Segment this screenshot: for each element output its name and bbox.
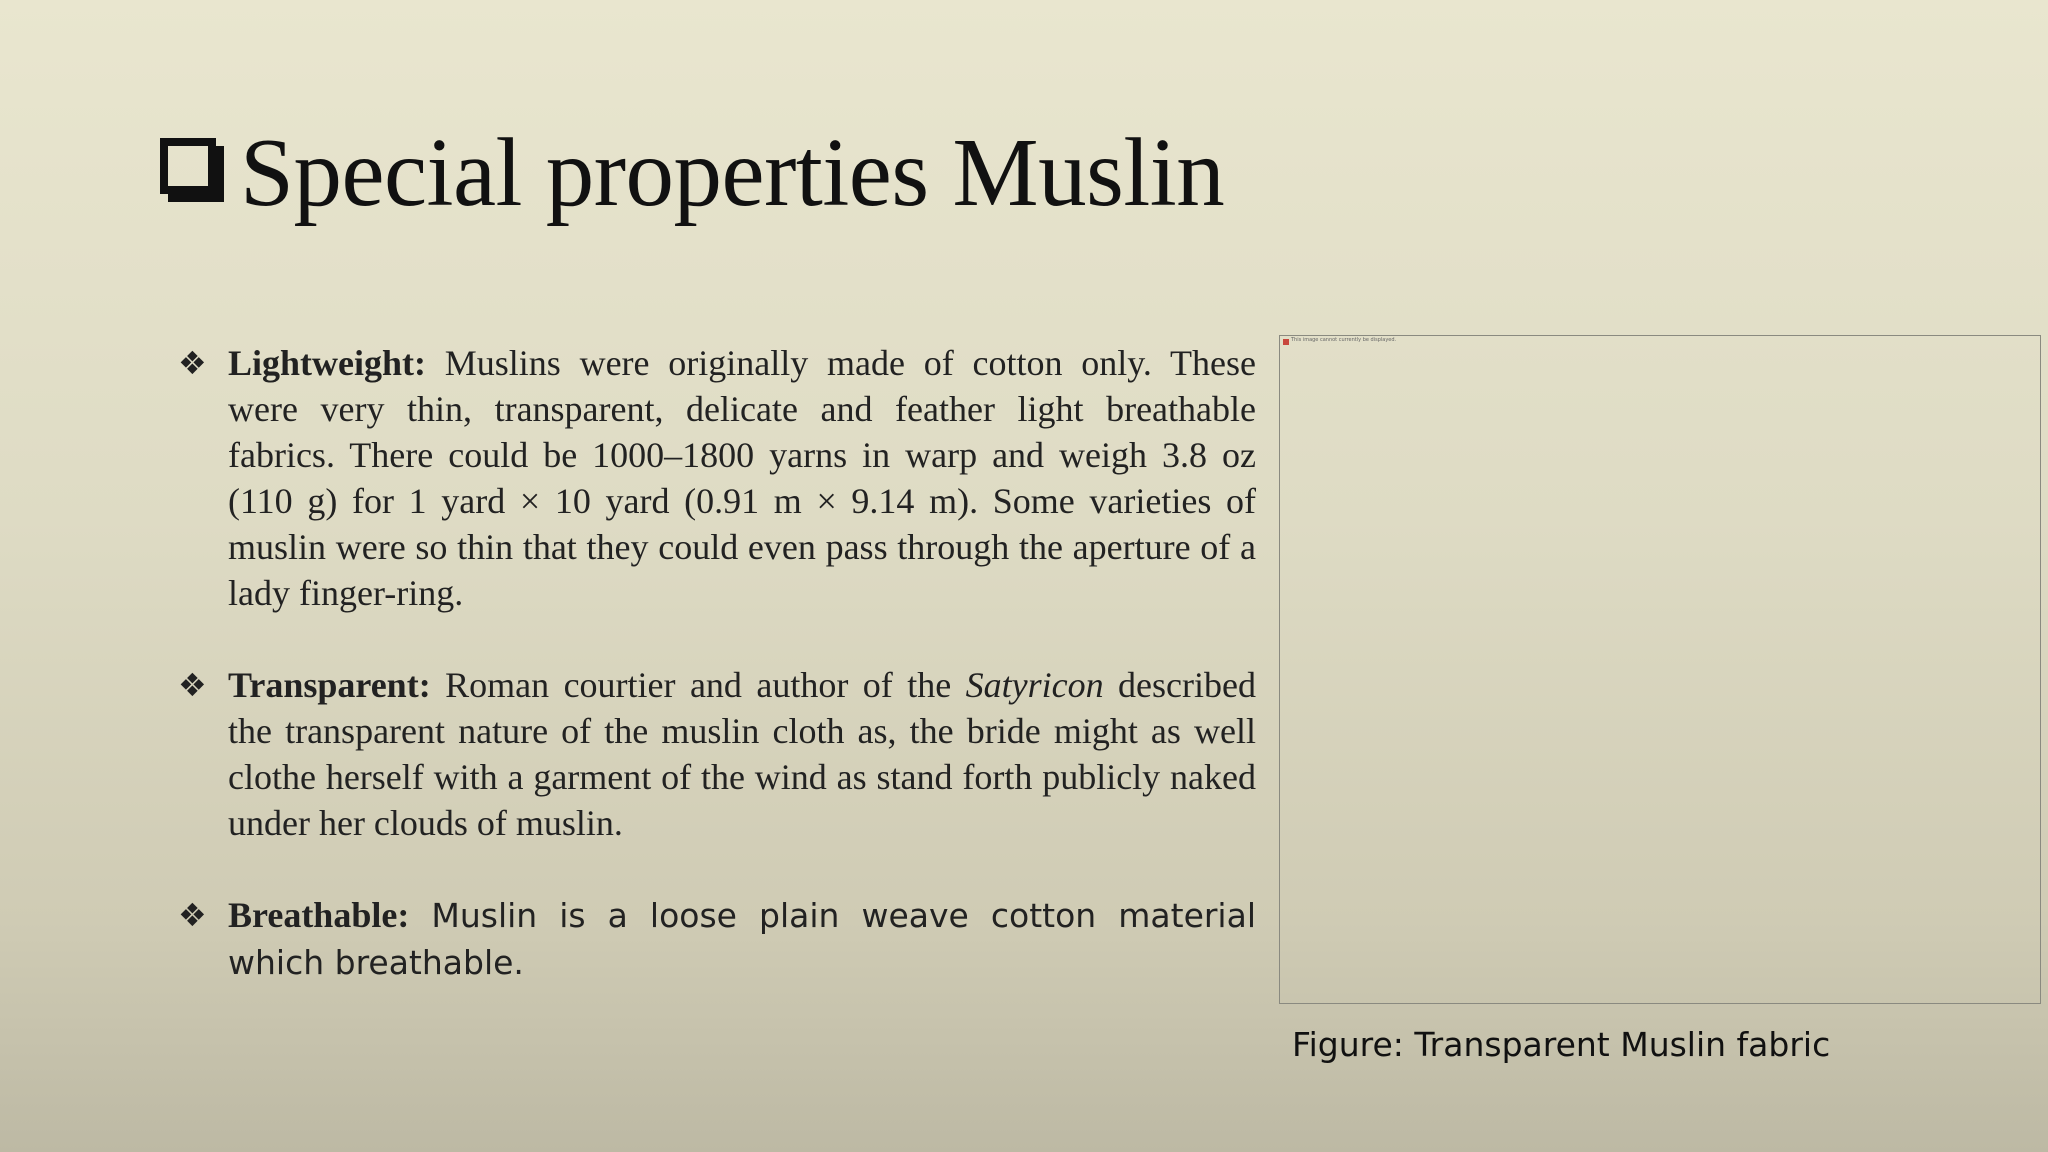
slide-title-text: Special properties Muslin [240, 118, 1225, 226]
figure-image-placeholder [1279, 335, 2041, 1004]
four-diamond-bullet-icon: ❖ [178, 666, 207, 704]
figure-caption: Figure: Transparent Muslin fabric [1292, 1025, 1831, 1064]
bullet-lightweight [178, 340, 1256, 616]
bullet-term: Transparent: [228, 665, 431, 705]
bullet-transparent [178, 662, 1256, 846]
bullet-text: Muslin is a loose plain weave cotton material which breathable. [228, 896, 1256, 982]
bullet-term: Lightweight: [228, 343, 426, 383]
checkbox-square-icon [160, 138, 216, 194]
slide-title [160, 112, 1224, 232]
broken-image-text: This image cannot currently be displayed. [1291, 337, 1397, 343]
bullet-list [178, 340, 1256, 1032]
four-diamond-bullet-icon: ❖ [178, 896, 207, 934]
bullet-text: Roman courtier and author of the [430, 665, 966, 705]
bullet-italic-title: Satyricon [965, 665, 1104, 705]
bullet-text: described the transparent nature of the muslin cloth as, the bride might as well clothe herself with a garment of the wind as stand forth publicly naked under her clouds of muslin. [228, 665, 1256, 843]
bullet-text: Muslins were originally made of cotton only. These were very thin, transparent, delicate and feather light breathable fabrics. There could be 1000–1800 yarns in warp and weigh 3.8 oz (110 g) for 1 yard × 10 yard (0.91 m × 9.14 m). Some varieties of muslin were so thin that they could even pass through the aperture of a lady finger-ring. [228, 343, 1256, 613]
bullet-term: Breathable: [228, 895, 410, 935]
bullet-breathable [178, 892, 1256, 986]
four-diamond-bullet-icon: ❖ [178, 344, 207, 382]
broken-image-icon [1283, 339, 1289, 345]
